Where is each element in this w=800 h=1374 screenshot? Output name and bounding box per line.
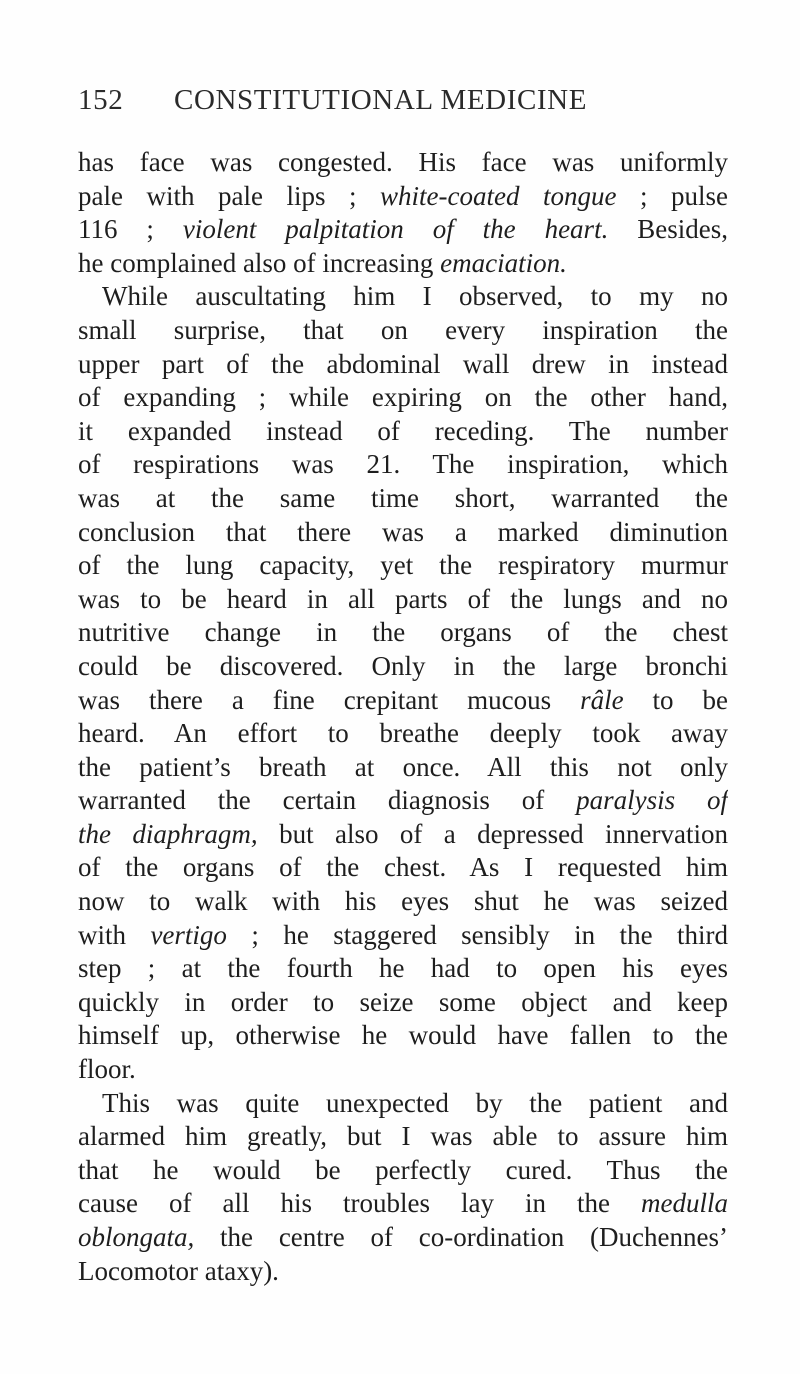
text-segment: small surprise, that on every inspiration the [78,314,728,345]
page-number: 152 [78,84,124,116]
italic-text: paralysis of [576,785,728,816]
text-segment: but also of a depressed innervation [257,818,728,849]
text-segment: himself up, otherwise he would have fallen to the [78,1020,728,1051]
text-line [78,717,728,751]
text-segment: of expanding ; while expiring on the other hand, [78,382,728,413]
text-segment: was to be heard in all parts of the lungs and no [78,583,728,614]
text-line [78,818,728,852]
text-segment: ; pulse [616,180,728,211]
text-line [78,516,728,550]
text-line [78,919,728,953]
text-line [78,1187,728,1221]
text-segment: he complained also of increasing [78,247,441,278]
text-line [78,381,728,415]
text-segment: ; he staggered sensibly in the third [226,919,728,950]
text-segment: pale with pale lips ; [78,180,381,211]
text-segment: floor. [78,1054,136,1085]
italic-text: vertigo [150,919,227,950]
text-segment: of the lung capacity, yet the respiratory murmur [78,550,728,581]
text-line [78,180,728,214]
text-line [78,650,728,684]
running-head [78,80,718,120]
text-segment: upper part of the abdominal wall drew in instead [78,348,728,379]
text-line [78,1154,728,1188]
text-segment: that he would be perfectly cured. Thus the [78,1154,728,1185]
text-line [78,1120,728,1154]
text-line [78,213,728,247]
text-segment: could be discovered. Only in the large bronchi [78,650,728,681]
italic-text: the diaphragm, [78,818,258,849]
text-line [78,751,728,785]
text-line [78,482,728,516]
text-segment: Besides, [608,214,728,245]
text-segment: conclusion that there was a marked diminution [78,516,728,547]
text-segment: now to walk with his eyes shut he was seized [78,886,728,917]
text-segment: While auscultating him I observed, to my no [102,281,728,312]
text-segment: the patient’s breath at once. All this not only [78,751,728,782]
text-line [78,952,728,986]
chapter-title: CONSTITUTIONAL MEDICINE [174,84,588,116]
italic-text: oblongata, [78,1222,195,1252]
text-line [78,616,728,650]
text-line [78,415,728,449]
italic-text: emaciation. [440,247,567,278]
text-line [78,146,728,180]
text-segment: nutritive change in the organs of the chest [78,617,728,648]
text-segment: quickly in order to seize some object and keep [78,986,728,1017]
italic-text: râle [580,684,624,715]
text-line [78,784,728,818]
body-text [78,146,728,1288]
text-line [78,549,728,583]
text-segment: step ; at the fourth he had to open his eyes [78,953,728,984]
text-segment: has face was congested. His face was uniformly [78,147,728,177]
text-line [78,247,728,281]
text-line [78,1087,728,1121]
text-segment: to be [623,684,728,715]
text-segment: was at the same time short, warranted the [78,482,728,513]
text-line [78,348,728,382]
text-segment: it expanded instead of receding. The number [78,415,728,446]
text-segment: of the organs of the chest. As I requested him [78,852,728,883]
text-line [78,448,728,482]
text-line [78,1255,728,1289]
text-line [78,1019,728,1053]
text-line [78,314,728,348]
text-segment: warranted the certain diagnosis of [78,785,577,816]
text-segment: This was quite unexpected by the patient and [102,1087,728,1118]
italic-text: white-coated tongue [380,180,617,211]
text-segment: the centre of co-ordination (Duchennes’ [194,1222,728,1252]
text-segment: with [78,919,151,950]
text-segment: heard. An effort to breathe deeply took away [78,718,728,749]
text-line [78,885,728,919]
text-segment: Locomotor ataxy). [78,1255,279,1286]
text-segment: cause of all his troubles lay in the [78,1188,641,1219]
text-segment: alarmed him greatly, but I was able to assure him [78,1121,728,1152]
text-line [78,986,728,1020]
text-segment: was there a fine crepitant mucous [78,684,581,715]
text-segment: of respirations was 21. The inspiration, which [78,449,728,480]
text-line [78,1053,728,1087]
italic-text: medulla [641,1188,728,1219]
text-segment: 116 ; [78,214,183,245]
text-line [78,280,728,314]
text-line [78,583,728,617]
text-line [78,1221,728,1255]
text-line [78,851,728,885]
text-line [78,684,728,718]
italic-text: violent palpitation of the heart. [182,214,609,245]
